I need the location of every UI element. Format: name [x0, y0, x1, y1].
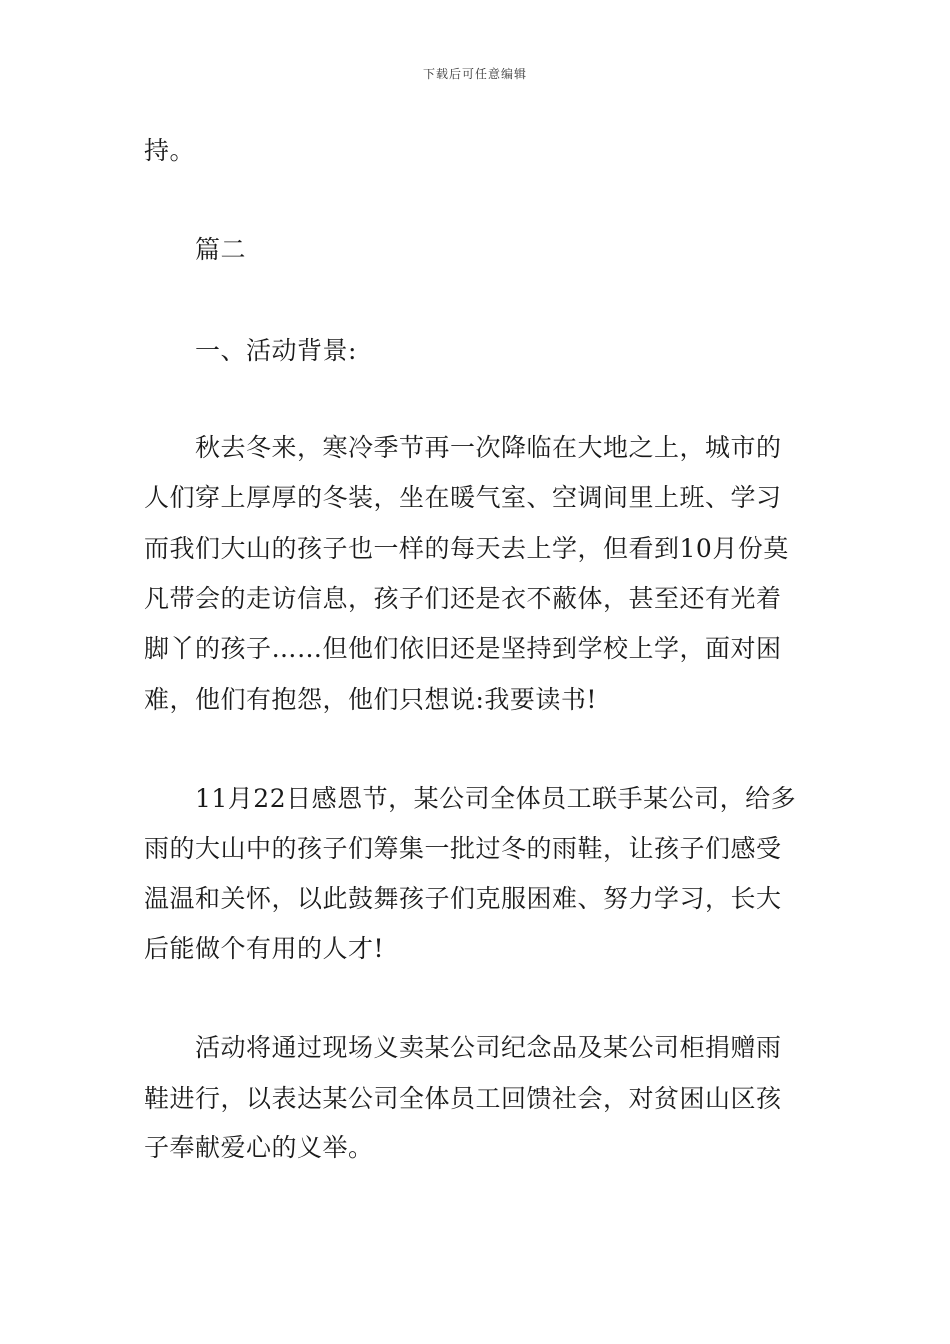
heading-activity-background: 一、活动背景:: [195, 336, 357, 365]
paragraph-line: 脚丫的孩子……但他们依旧还是坚持到学校上学，面对困: [144, 634, 782, 663]
page-header: 下载后可任意编辑: [422, 67, 527, 81]
paragraph-line: 人们穿上厚厚的冬装，坐在暖气室、空调间里上班、学习: [144, 483, 782, 512]
section-title: 篇二: [195, 235, 247, 264]
paragraph-line: 温温和关怀，以此鼓舞孩子们克服困难、努力学习，长大: [144, 884, 782, 913]
paragraph-line: 而我们大山的孩子也一样的每天去上学，但看到10月份莫: [144, 534, 789, 563]
paragraph-line: 雨的大山中的孩子们筹集一批过冬的雨鞋，让孩子们感受: [144, 834, 782, 863]
paragraph-line: 秋去冬来，寒冷季节再一次降临在大地之上，城市的: [195, 433, 782, 462]
paragraph-line: 难，他们有抱怨，他们只想说:我要读书!: [144, 685, 597, 714]
paragraph-line: 凡带会的走访信息，孩子们还是衣不蔽体，甚至还有光着: [144, 584, 782, 613]
paragraph-line: 鞋进行，以表达某公司全体员工回馈社会，对贫困山区孩: [144, 1084, 782, 1113]
paragraph-line: 后能做个有用的人才!: [144, 934, 385, 963]
paragraph-line: 11月22日感恩节，某公司全体员工联手某公司，给多: [195, 784, 797, 813]
paragraph-line: 子奉献爱心的义举。: [144, 1133, 374, 1162]
paragraph-line: 活动将通过现场义卖某公司纪念品及某公司柜捐赠雨: [195, 1033, 782, 1062]
continuation-line: 持。: [144, 136, 196, 165]
